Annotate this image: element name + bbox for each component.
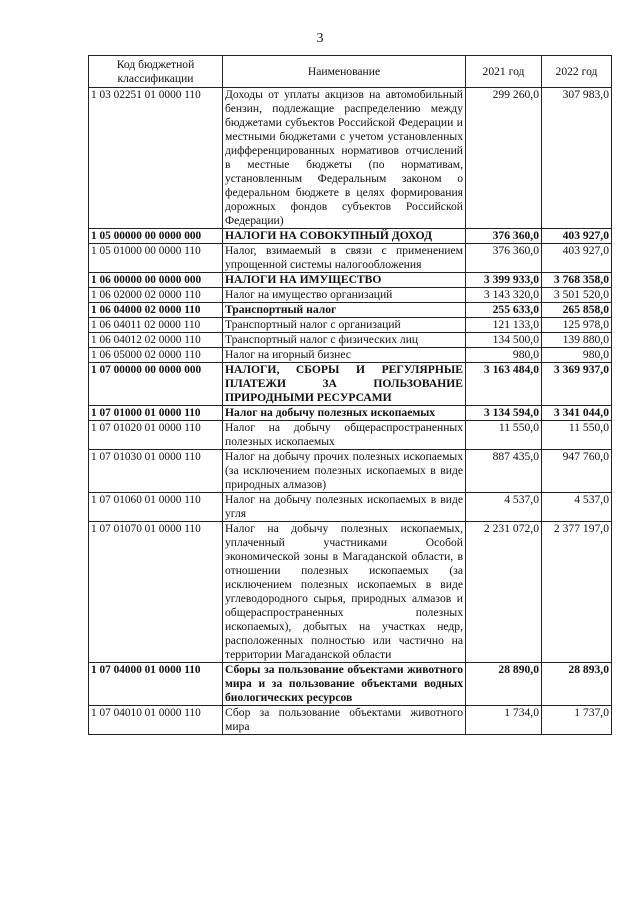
row-code: 1 07 01030 01 0000 110 [89,450,223,493]
row-value-2022: 265 858,0 [542,303,612,318]
row-value-2022: 3 369 937,0 [542,363,612,406]
row-name: НАЛОГИ, СБОРЫ И РЕГУЛЯРНЫЕ ПЛАТЕЖИ ЗА ПОЛЬЗОВАНИЕ ПРИРОДНЫМИ РЕСУРСАМИ [223,363,466,406]
header-2021: 2021 год [466,56,542,88]
row-value-2022: 307 983,0 [542,88,612,229]
table-row [89,450,612,493]
row-value-2021: 376 360,0 [466,229,542,244]
row-value-2022: 11 550,0 [542,421,612,450]
row-value-2022: 3 341 044,0 [542,406,612,421]
table-row [89,421,612,450]
row-value-2022: 28 893,0 [542,663,612,706]
table-row [89,493,612,522]
row-code: 1 07 04000 01 0000 110 [89,663,223,706]
page-number: 3 [316,31,324,46]
row-name: Сборы за пользование объектами животного мира и за пользование объектами водных биологических ресурсов [223,663,466,706]
row-value-2021: 980,0 [466,348,542,363]
row-value-2021: 3 143 320,0 [466,288,542,303]
row-code: 1 05 00000 00 0000 000 [89,229,223,244]
header-name: Наименование [223,56,466,88]
row-value-2022: 3 768 358,0 [542,273,612,288]
table-row [89,229,612,244]
row-value-2022: 980,0 [542,348,612,363]
table-row [89,333,612,348]
row-name: Налог на добычу прочих полезных ископаемых (за исключением полезных ископаемых в виде природных алмазов) [223,450,466,493]
row-value-2021: 299 260,0 [466,88,542,229]
row-name: НАЛОГИ НА СОВОКУПНЫЙ ДОХОД [223,229,466,244]
table-row [89,303,612,318]
table-row [89,244,612,273]
table-row [89,706,612,735]
row-name: Налог на добычу общераспространенных полезных ископаемых [223,421,466,450]
row-name: Налог на добычу полезных ископаемых в виде угля [223,493,466,522]
row-code: 1 06 04012 02 0000 110 [89,333,223,348]
row-name: Налог на игорный бизнес [223,348,466,363]
row-value-2021: 3 399 933,0 [466,273,542,288]
table-header-row [89,56,612,88]
row-name: Транспортный налог [223,303,466,318]
row-code: 1 07 04010 01 0000 110 [89,706,223,735]
row-name: Транспортный налог с физических лиц [223,333,466,348]
row-code: 1 07 01070 01 0000 110 [89,522,223,663]
row-value-2021: 134 500,0 [466,333,542,348]
row-value-2022: 3 501 520,0 [542,288,612,303]
row-code: 1 06 04011 02 0000 110 [89,318,223,333]
row-value-2022: 403 927,0 [542,244,612,273]
row-value-2022: 2 377 197,0 [542,522,612,663]
row-value-2021: 3 134 594,0 [466,406,542,421]
row-value-2021: 2 231 072,0 [466,522,542,663]
row-value-2021: 28 890,0 [466,663,542,706]
row-value-2022: 4 537,0 [542,493,612,522]
row-name: Налог на добычу полезных ископаемых, уплаченный участниками Особой экономической зоны в Магаданской области, в отношении полезных ископаемых (за исключением полезных ископаемых в виде углеводородного сырья, природных алмазов и общераспространенных полезных ископаемых), добытых на участках недр, расположенных полностью или частично на территории Магаданской области [223,522,466,663]
row-name: Транспортный налог с организаций [223,318,466,333]
table-row [89,88,612,229]
row-code: 1 07 01020 01 0000 110 [89,421,223,450]
row-value-2021: 887 435,0 [466,450,542,493]
row-value-2022: 403 927,0 [542,229,612,244]
row-code: 1 07 01000 01 0000 110 [89,406,223,421]
row-name: Налог на имущество организаций [223,288,466,303]
row-value-2021: 11 550,0 [466,421,542,450]
table-row [89,663,612,706]
row-value-2021: 376 360,0 [466,244,542,273]
row-name: Налог на добычу полезных ископаемых [223,406,466,421]
table-row [89,348,612,363]
row-name: Доходы от уплаты акцизов на автомобильный бензин, подлежащие распределению между бюджетами субъектов Российской Федерации и местными бюджетами с учетом установленных дифференцированных нормативов отчислений в местные бюджеты (по нормативам, установленным Федеральным законом о федеральном бюджете в целях формирования дорожных фондов субъектов Российской Федерации) [223,88,466,229]
row-code: 1 03 02251 01 0000 110 [89,88,223,229]
budget-revenue-table [88,55,612,735]
row-value-2022: 139 880,0 [542,333,612,348]
row-code: 1 06 00000 00 0000 000 [89,273,223,288]
row-value-2021: 4 537,0 [466,493,542,522]
row-name: НАЛОГИ НА ИМУЩЕСТВО [223,273,466,288]
row-code: 1 06 02000 02 0000 110 [89,288,223,303]
table-row [89,522,612,663]
table-row [89,318,612,333]
row-value-2021: 1 734,0 [466,706,542,735]
row-value-2021: 121 133,0 [466,318,542,333]
table-row [89,288,612,303]
row-name: Налог, взимаемый в связи с применением упрощенной системы налогообложения [223,244,466,273]
row-name: Сбор за пользование объектами животного мира [223,706,466,735]
row-code: 1 07 00000 00 0000 000 [89,363,223,406]
row-code: 1 06 05000 02 0000 110 [89,348,223,363]
header-2022: 2022 год [542,56,612,88]
table-row [89,363,612,406]
row-code: 1 06 04000 02 0000 110 [89,303,223,318]
row-value-2022: 125 978,0 [542,318,612,333]
row-code: 1 07 01060 01 0000 110 [89,493,223,522]
row-value-2022: 947 760,0 [542,450,612,493]
row-value-2021: 3 163 484,0 [466,363,542,406]
table-row [89,273,612,288]
header-code: Код бюджетной классификации [89,56,223,88]
table-row [89,406,612,421]
row-code: 1 05 01000 00 0000 110 [89,244,223,273]
row-value-2022: 1 737,0 [542,706,612,735]
row-value-2021: 255 633,0 [466,303,542,318]
